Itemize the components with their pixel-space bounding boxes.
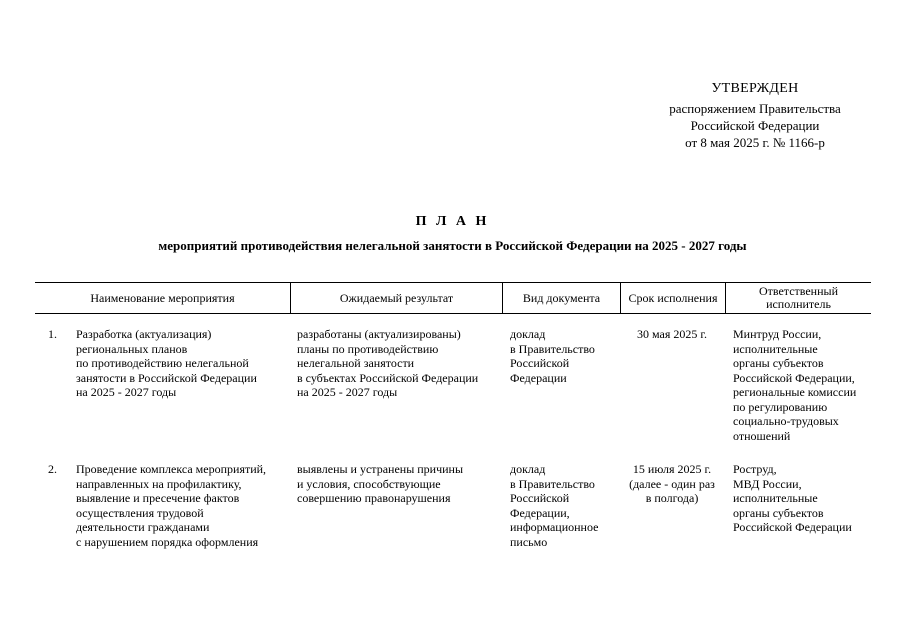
row-term — [620, 327, 724, 342]
cell-line: Проведение комплекса мероприятий, — [76, 462, 267, 476]
cell-line: информационное — [510, 520, 599, 534]
cell-line: социально-трудовых — [733, 414, 839, 428]
plan-subtitle: мероприятий противодействия нелегальной занятости в Российской Федерации на 2025 - 2027 годы — [158, 238, 747, 253]
cell-line: Российской Федерации, — [733, 370, 855, 385]
cell-line: планы по противодействию — [297, 341, 439, 356]
header-term: Срок исполнения — [628, 290, 718, 305]
cell-line: в Правительство — [510, 476, 595, 491]
cell-line: органы субъектов — [733, 505, 824, 520]
cell-line: региональных планов — [76, 341, 188, 356]
approval-line: распоряжением Правительства — [669, 101, 841, 116]
cell-line: и условия, способствующие — [297, 476, 441, 491]
cell-line: Российской — [510, 491, 570, 505]
cell-line: Российской — [510, 356, 570, 370]
cell-line: в Правительство — [510, 341, 595, 356]
header-name: Наименование мероприятия — [90, 290, 235, 305]
row-term — [620, 462, 724, 506]
cell-line: доклад — [510, 327, 546, 341]
cell-line: региональные комиссии — [733, 385, 857, 399]
plan-title: П Л А Н — [415, 214, 490, 229]
row-name — [76, 327, 290, 400]
header-document: Вид документа — [522, 290, 601, 305]
cell-line: МВД России, — [733, 476, 802, 491]
cell-line: деятельности гражданами — [76, 520, 210, 534]
cell-line: занятости в Российской Федерации — [76, 370, 257, 385]
approval-heading: УТВЕРЖДЕН — [711, 81, 799, 96]
cell-line: Роструд, — [733, 462, 777, 476]
table-header — [35, 282, 871, 314]
approval-line: от 8 мая 2025 г. № 1166-р — [685, 135, 825, 150]
header-responsible: Ответственный исполнитель — [758, 284, 839, 311]
cell-line: письмо — [510, 534, 548, 549]
cell-line: нелегальной занятости — [297, 356, 415, 370]
cell-line: выявление и пресечение фактов — [76, 491, 240, 505]
cell-line: в субъектах Российской Федерации — [297, 370, 479, 385]
row-number: 1. — [48, 327, 57, 341]
cell-line: по регулированию — [733, 399, 828, 414]
cell-line: в полгода) — [645, 491, 699, 505]
row-responsible — [733, 327, 878, 443]
cell-line: исполнительные — [733, 341, 818, 356]
row-name — [76, 462, 290, 549]
row-document — [510, 462, 618, 549]
cell-line: доклад — [510, 462, 546, 476]
row-number: 2. — [48, 462, 57, 476]
approval-line: Российской Федерации — [690, 118, 820, 133]
cell-line: Минтруд России, — [733, 327, 822, 341]
cell-line: исполнительные — [733, 491, 818, 505]
cell-line: на 2025 - 2027 годы — [297, 385, 398, 399]
cell-line: выявлены и устранены причины — [297, 462, 464, 476]
cell-line: 30 мая 2025 г. — [637, 327, 707, 341]
cell-line: 15 июля 2025 г. — [632, 462, 712, 476]
cell-line: совершению правонарушения — [297, 491, 451, 505]
row-result — [297, 462, 502, 506]
cell-line: направленных на профилактику, — [76, 476, 242, 491]
cell-line: (далее - один раз — [629, 476, 715, 491]
approval-block — [600, 80, 905, 151]
row-result — [297, 327, 502, 400]
cell-line: разработаны (актуализированы) — [297, 327, 461, 341]
cell-line: осуществления трудовой — [76, 505, 204, 520]
cell-line: на 2025 - 2027 годы — [76, 385, 177, 399]
cell-line: органы субъектов — [733, 356, 824, 370]
row-responsible — [733, 462, 878, 535]
row-document — [510, 327, 618, 385]
header-result: Ожидаемый результат — [339, 290, 454, 305]
cell-line: отношений — [733, 428, 791, 443]
cell-line: Федерации, — [510, 505, 570, 520]
cell-line: Российской Федерации — [733, 520, 852, 534]
cell-line: Федерации — [510, 370, 567, 385]
cell-line: по противодействию нелегальной — [76, 356, 249, 370]
cell-line: Разработка (актуализация) — [76, 327, 212, 341]
cell-line: с нарушением порядка оформления — [76, 534, 259, 549]
